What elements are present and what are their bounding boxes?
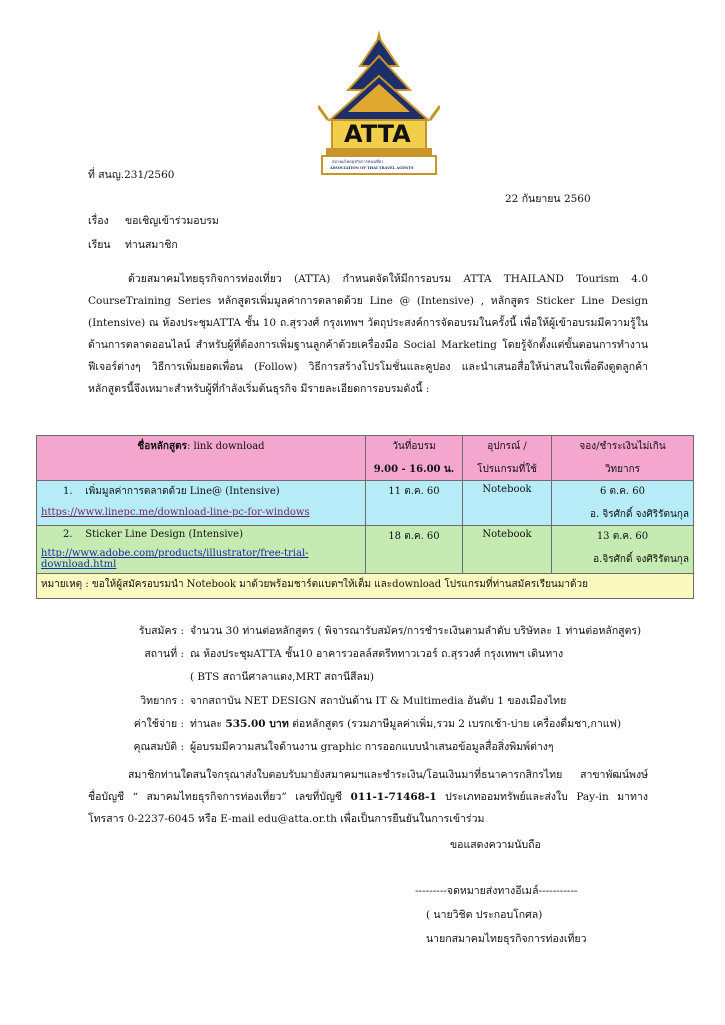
- header-course-link-label: : link download: [186, 441, 265, 452]
- header-equipment: [463, 436, 552, 481]
- course-date: 18 ต.ค. 60: [366, 526, 463, 574]
- venue-row: [104, 645, 563, 662]
- speaker-text: จากสถาบัน NET DESIGN สถาบันด้าน IT & Multimedia อันดับ 1 ของเมืองไทย: [190, 695, 567, 707]
- header-program-label: โปรแกรมที่ใช้: [477, 464, 537, 475]
- course-deadline: 6 ต.ค. 60: [600, 486, 645, 497]
- course-deadline: 13 ต.ค. 60: [596, 531, 649, 542]
- fee-label: ค่าใช้จ่าย :: [133, 718, 184, 730]
- course-number: 1.: [63, 486, 73, 497]
- course-number: 2.: [63, 529, 73, 540]
- qualification-text: ผู้อบรมมีความสนใจด้านงาน graphic การออกแบบนำเสนอข้อมูลสื่อสิ่งพิมพ์ต่างๆ: [190, 741, 554, 753]
- recipient-text: ท่านสมาชิก: [125, 239, 178, 251]
- document-date: 22 กันยายน 2560: [505, 193, 591, 205]
- apply-text: จำนวน 30 ท่านต่อหลักสูตร ( พิจารณารับสมัคร/การชำระเงินตามลำดับ บริษัทละ 1 ท่านต่อหลักสูตร): [190, 625, 642, 637]
- atta-logo-graphic: [318, 28, 440, 176]
- subject-text: ขอเชิญเข้าร่วมอบรม: [125, 215, 219, 227]
- qualification-row: [104, 738, 554, 755]
- course-speaker: อ.จิรศักดิ์ จงศิริรัตนกุล: [593, 554, 689, 565]
- subject-line: [88, 212, 219, 229]
- table-row: [37, 526, 694, 574]
- header-course-name: [37, 436, 366, 481]
- qualification-label: คุณสมบัติ :: [133, 741, 184, 753]
- table-note-row: [37, 574, 694, 599]
- course-title: [41, 484, 361, 499]
- download-link[interactable]: http://www.adobe.com/products/illustrator/free-trial-download.html: [41, 548, 309, 570]
- course-title: [41, 529, 361, 540]
- atta-logo: [318, 28, 440, 176]
- venue-label: สถานที่ :: [144, 648, 184, 660]
- fee-detail: ต่อหลักสูตร (รวมภาษีมูลค่าเพิ่ม,รวม 2 เบรกเช้า-บ่าย เครื่องดื่มชา,กาแฟ): [288, 718, 622, 730]
- fee-row: [104, 715, 621, 732]
- table-header-row: [37, 436, 694, 481]
- course-equipment: Notebook: [463, 481, 552, 526]
- signature-line: ---------จดหมายส่งทางอีเมล์-----------: [415, 885, 578, 897]
- speaker-label: วิทยากร :: [140, 695, 184, 707]
- course-equipment: Notebook: [463, 526, 552, 574]
- table-row: [37, 481, 694, 526]
- deadline-speaker-cell: [552, 526, 694, 574]
- header-date-label: วันที่อบรม: [392, 441, 436, 452]
- recipient-line: [88, 236, 178, 253]
- recipient-label: เรียน: [88, 239, 111, 251]
- speaker-row: [104, 692, 566, 709]
- signature-name: ( นายวิชิต ประกอบโกศล): [426, 909, 543, 921]
- header-course-label: ชื่อหลักสูตร: [137, 441, 187, 452]
- logo-text: ATTA: [344, 120, 411, 148]
- document-number: ที่ สนญ.231/2560: [88, 169, 175, 181]
- signature-title: นายกสมาคมไทยธุรกิจการท่องเที่ยว: [426, 933, 587, 945]
- closing-text: ขอแสดงความนับถือ: [450, 839, 541, 851]
- header-equipment-label: อุปกรณ์ /: [487, 441, 527, 452]
- deadline-speaker-cell: [552, 481, 694, 526]
- intro-text: ด้วยสมาคมไทยธุรกิจการท่องเที่ยว (ATTA) กำหนดจัดให้มีการอบรม ATTA THAILAND Tourism 4.0 CourseTraining Series หลักสูตรเพิ่มมูลค่าการตลาดด้วย Line @ (Intensive) , หลักสูตร Sticker Line Design (Intensive) ณ ห้องประชุมATTA ชั้น 10 ถ.สุรวงศ์ กรุงเทพฯ วัตถุประสงค์การจัดอบรมในครั้งนี้ เพื่อให้ผู้เข้าอบรมมีความรู้ในด้านการตลาดออนไลน์ สำหรับผู้ที่ต้องการเพิ่มฐานลูกค้าด้วยเครื่องมือ Social Marketing โดยรู้จักตั้งแต่ขั้นตอนการทำงาน ฟีเจอร์ต่างๆ วิธีการเพิ่มยอดเพื่อน (Follow) วิธีการสร้างโปรโมชั่นและคูปอง และนำเสนอสื่อให้น่าสนใจเพื่อดึงดูดลูกค้า หลักสูตรนี้จึงเหมาะสำหรับผู้ที่กำลังเริ่มต้นธุรกิจ มีรายละเอียดการอบรมดังนี้ :: [88, 273, 648, 395]
- header-training-date: [366, 436, 463, 481]
- course-cell: [37, 481, 366, 526]
- account-number: 011-1-71468-1: [350, 791, 437, 803]
- download-link[interactable]: https://www.linepc.me/download-line-pc-for-windows: [41, 507, 310, 518]
- header-deadline-label: จอง/ชำระเงินไม่เกิน: [579, 441, 666, 452]
- course-speaker: อ. จิรศักดิ์ จงศิริรัตนกุล: [589, 509, 689, 520]
- logo-eng-name: ASSOCIATION OF THAI TRAVEL AGENTS: [330, 166, 414, 170]
- course-name: เพิ่มมูลค่าการตลาดด้วย Line@ (Intensive): [85, 486, 280, 497]
- course-date: 11 ต.ค. 60: [366, 481, 463, 526]
- payment-paragraph: [88, 764, 648, 830]
- venue-row-2: [104, 668, 374, 685]
- header-time-label: 9.00 - 16.00 น.: [373, 464, 455, 475]
- header-deadline-speaker: [552, 436, 694, 481]
- venue-transit: ( BTS สถานีศาลาแดง,MRT สถานีสีลม): [190, 671, 374, 683]
- table-note: หมายเหตุ : ขอให้ผู้สมัครอบรมนำ Notebook มาด้วยพร้อมชาร์ตแบตฯให้เต็ม และdownload โปรแกรมที่ท่านสมัครเรียนมาด้วย: [37, 574, 694, 599]
- course-table: [36, 435, 694, 599]
- payment-text-1: สมาชิกท่านใดสนใจกรุณาส่งใบตอบรับมายังสมาคมฯและชำระเงิน/โอนเงินมาที่ธนาคารกสิกรไทย สาขาพัฒน์พงษ์ ชื่อบัญชี “ สมาคมไทยธุรกิจการท่องเที่ยว” เลขที่บัญชี: [88, 769, 648, 803]
- course-name: Sticker Line Design (Intensive): [85, 529, 243, 540]
- subject-label: เรื่อง: [88, 215, 109, 227]
- fee-prefix: ท่านละ: [190, 718, 226, 730]
- venue-text: ณ ห้องประชุมATTA ชั้น10 อาคารวอลล์สตรีททาวเวอร์ ถ.สุรวงศ์ กรุงเทพฯ เดินทาง: [190, 648, 564, 660]
- course-cell: [37, 526, 366, 574]
- header-speaker-label: วิทยากร: [604, 464, 641, 475]
- apply-row: [104, 622, 641, 639]
- intro-paragraph: [88, 268, 648, 400]
- fee-amount: 535.00 บาท: [225, 718, 289, 730]
- apply-label: รับสมัคร :: [138, 625, 184, 637]
- payment-text-2: ประเภทออมทรัพย์และส่งใบ Pay-in มาทางโทรสาร 0-2237-6045 หรือ E-mail edu@atta.or.th เพื่อเป็นการยืนยันในการเข้าร่วม: [88, 791, 648, 825]
- logo-thai-name: สมาคมไทยธุรกิจการท่องเที่ยว: [332, 159, 384, 164]
